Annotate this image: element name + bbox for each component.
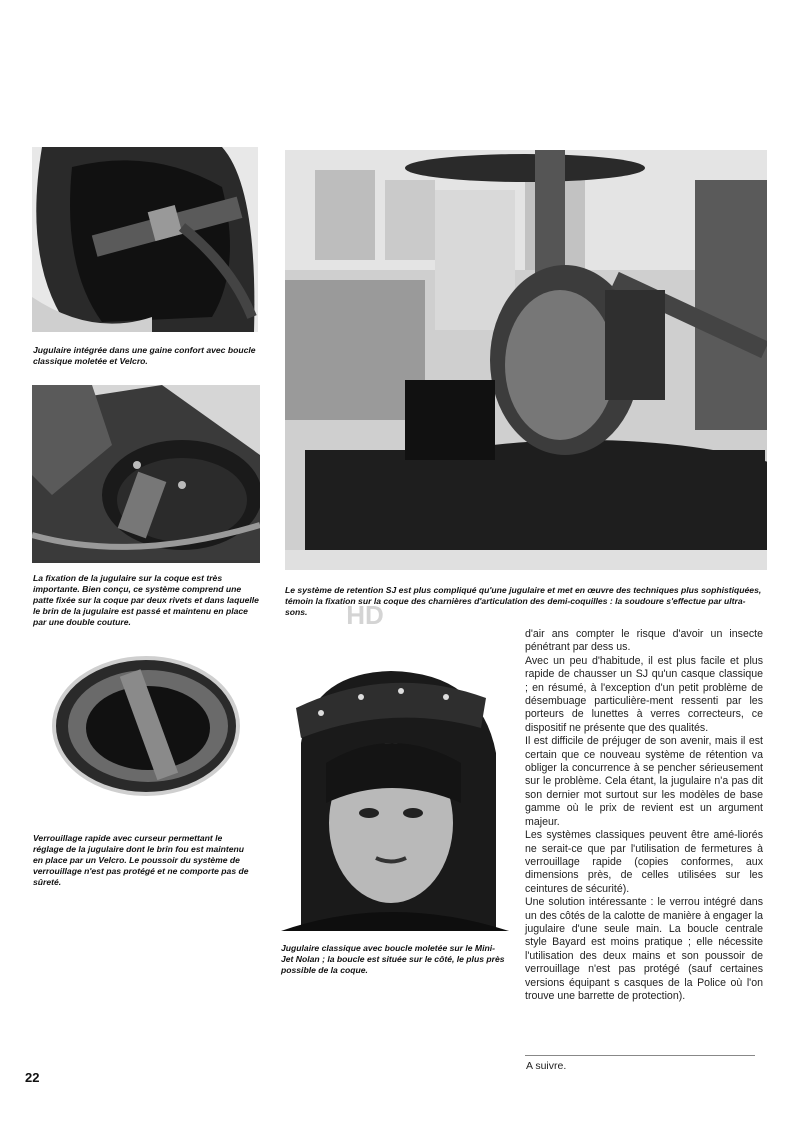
caption-quick-lock: Verrouillage rapide avec curseur permettant le réglage de la jugulaire dont le brin fou est maintenu en place par un Velcro. Le poussoir du système de verrouillage n'est pas protégé et ne comporte pas de sûreté.	[33, 833, 249, 887]
body-paragraph: d'air ans compter le risque d'avoir un insecte pénétrant par dess us.	[525, 628, 763, 654]
photo-sj-workshop	[285, 150, 767, 570]
watermark: HD	[346, 600, 384, 630]
photo-chinstrap-fixing	[32, 385, 260, 563]
caption-chinstrap-integrated: Jugulaire intégrée dans une gaine confort avec boucle classique moletée et Velcro.	[33, 345, 256, 366]
photo-helmet-chinstrap	[32, 147, 258, 332]
caption-nolan: Jugulaire classique avec boucle moletée sur le Mini-Jet Nolan ; la boucle est située sur le côté, le plus près possible de la coque.	[281, 943, 505, 975]
to-be-continued: A suivre.	[526, 1060, 567, 1072]
body-paragraph: Avec un peu d'habitude, il est plus facile et plus rapide de chausser un SJ qu'un casque classique ; en résumé, à l'exception d'un petit problème de désembuage particulière-ment ressenti par les porteurs de lunettes à verres correcteurs, ce dispositif ne présente que des qualités.	[525, 654, 763, 734]
photo-nolan-model	[281, 653, 509, 931]
divider	[525, 1055, 755, 1056]
photo-quick-lock	[48, 650, 243, 798]
page-number: 22	[25, 1070, 40, 1085]
body-paragraph: Il est difficile de préjuger de son avenir, mais il est certain que ce nouveau système de rétention va obliger la concurrence à se pencher sérieusement sur le problème. Cela étant, la jugulaire n'a pas dit son dernier mot surtout sur les modèles de base gamme où le prix de revient est un argument majeur.	[525, 735, 763, 828]
article-body	[525, 628, 763, 1003]
body-paragraph: Les systèmes classiques peuvent être amé-liorés ne serait-ce que par l'utilisation de fermetures à verrouillage rapide (copies conformes, aux dimensions près, de celles utilisées sur les ceintures de sécurité).	[525, 829, 763, 895]
caption-chinstrap-fixing: La fixation de la jugulaire sur la coque est très importante. Bien conçu, ce système comprend une patte fixée sur la coque par deux rivets et dans laquelle le brin de la jugulaire est passé et maintenu en place par une double couture.	[33, 573, 259, 627]
body-paragraph: Une solution intéressante : le verrou intégré dans un des côtés de la calotte de manière à engager la jugulaire d'une seule main. La boucle centrale style Bayard est moins pratique ; elle nécessite l'utilisation des deux mains et son poussoir de verrouillage n'est pas protégé (sauf certaines versions équipant s casques de la Police où l'on trouve une barrette de protection).	[525, 896, 763, 1002]
caption-sj-system: Le système de retention SJ est plus compliqué qu'une jugulaire et met en œuvre des techniques plus sophistiquées, témoin la fixation sur la coque des charnières d'articulation des demi-coquilles : la soudoure s'effectue par ultra-sons.	[285, 585, 762, 617]
